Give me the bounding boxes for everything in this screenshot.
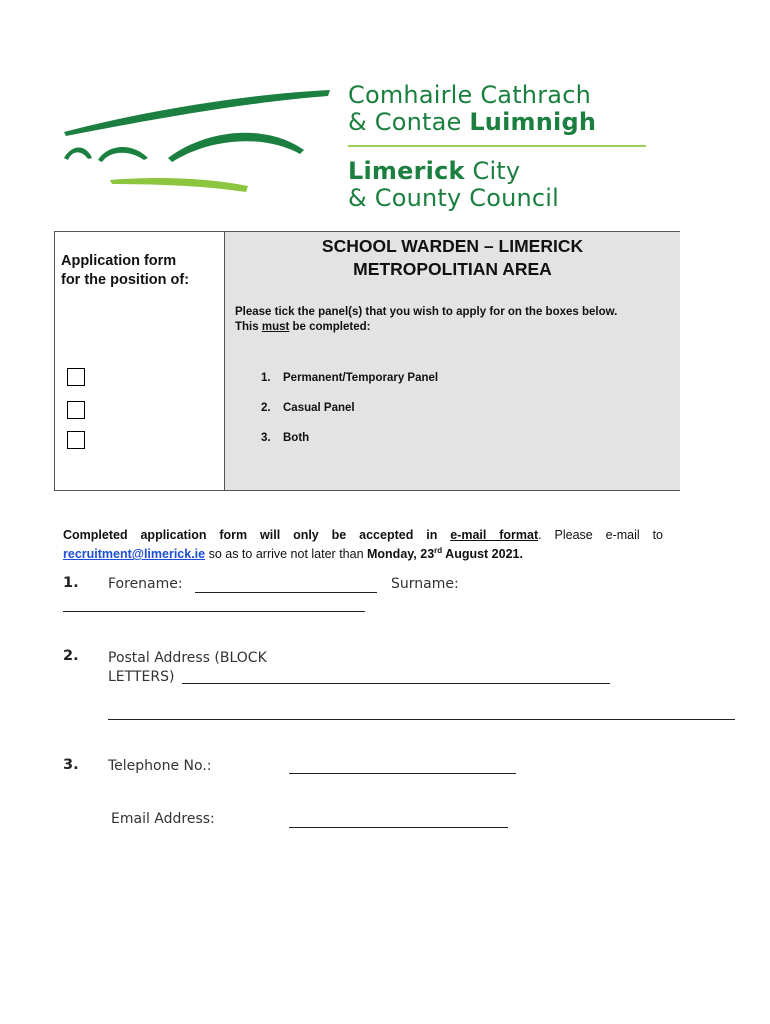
forename-field[interactable] bbox=[195, 576, 377, 593]
email-address-field[interactable] bbox=[289, 812, 508, 828]
logo-divider bbox=[348, 145, 646, 147]
submission-notice: Completed application form will only be accepted in e-mail format. Please e-mail to recruitment@limerick.ie so as to arrive not later than Monday, 23rd August 2021. bbox=[63, 528, 663, 562]
position-title: SCHOOL WARDEN – LIMERICK METROPOLITIAN AREA bbox=[321, 236, 584, 279]
application-panel-box bbox=[54, 231, 680, 491]
checkbox-casual[interactable] bbox=[67, 401, 85, 419]
surname-label: Surname: bbox=[391, 576, 459, 592]
council-logo-mark bbox=[58, 80, 338, 210]
forename-label: Forename: bbox=[108, 576, 183, 592]
postal-address-label: Postal Address (BLOCK LETTERS) bbox=[108, 650, 267, 685]
recruitment-email-link[interactable]: recruitment@limerick.ie bbox=[63, 547, 206, 562]
postal-address-field-line2[interactable] bbox=[108, 704, 735, 720]
logo-irish-line1: Comhairle Cathrach bbox=[348, 81, 592, 109]
telephone-label: Telephone No.: bbox=[108, 758, 212, 774]
logo-irish-line2: & Contae Luimnigh bbox=[348, 108, 597, 136]
email-format-text: e-mail format bbox=[450, 528, 539, 542]
checkbox-both[interactable] bbox=[67, 431, 85, 449]
checkbox-permanent-temporary[interactable] bbox=[67, 368, 85, 386]
option-permanent-temporary: 1. Permanent/Temporary Panel bbox=[261, 372, 439, 384]
section-3-number: 3. bbox=[63, 757, 79, 773]
email-address-label: Email Address: bbox=[111, 811, 215, 827]
option-casual: 2. Casual Panel bbox=[261, 402, 355, 414]
section-1-number: 1. bbox=[63, 575, 79, 591]
telephone-field[interactable] bbox=[289, 758, 516, 774]
council-logo-text bbox=[348, 82, 646, 212]
postal-address-field-line1[interactable] bbox=[182, 668, 610, 684]
logo-english-line2: & County Council bbox=[348, 184, 560, 212]
section-2-number: 2. bbox=[63, 648, 79, 664]
surname-field[interactable] bbox=[63, 596, 365, 612]
option-both: 3. Both bbox=[261, 432, 310, 444]
logo-english-line1: Limerick City bbox=[348, 157, 521, 185]
council-logo bbox=[58, 80, 658, 220]
position-cell bbox=[224, 232, 680, 490]
panel-instruction: Please tick the panel(s) that you wish to apply for on the boxes below. This must be completed: bbox=[235, 306, 618, 333]
application-label-cell bbox=[55, 232, 223, 490]
application-label: Application form for the position of: bbox=[61, 253, 190, 288]
